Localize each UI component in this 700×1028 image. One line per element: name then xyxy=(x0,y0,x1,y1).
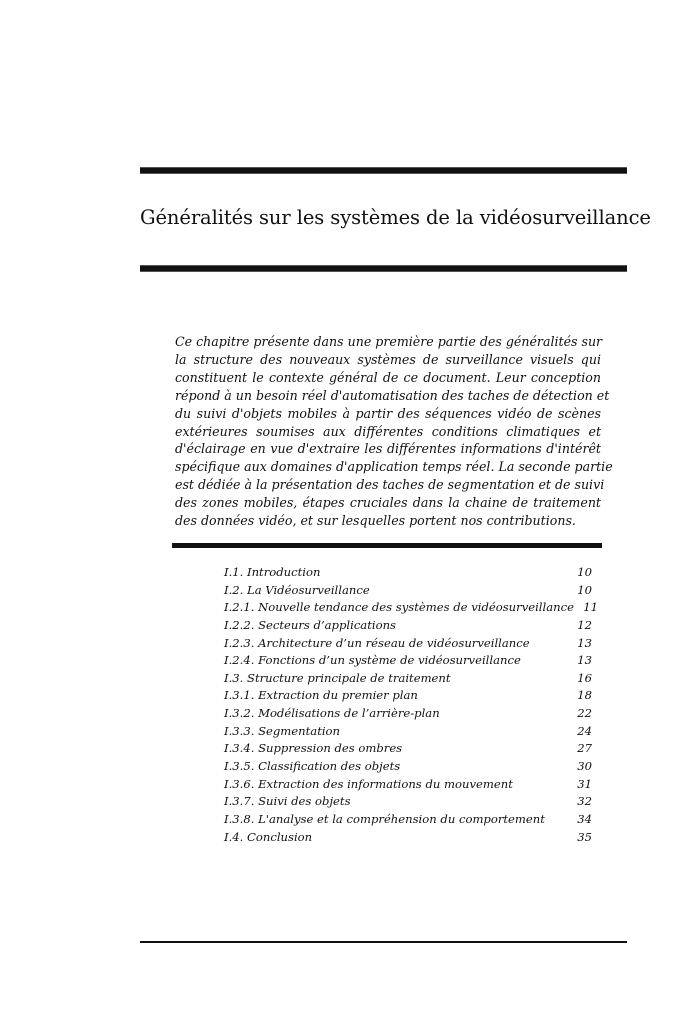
toc-entry-page: 22 xyxy=(577,706,592,721)
toc-entry-label: I.2.1. Nouvelle tendance des systèmes de vidéosurveillance xyxy=(224,600,574,615)
toc-entry-label: I.3.8. L'analyse et la compréhension du comportement xyxy=(224,811,545,826)
toc-entry-page: 10 xyxy=(577,582,592,597)
abstract-separator-rule xyxy=(172,543,602,548)
toc-entry-page: 30 xyxy=(577,759,592,774)
abstract-line: répond à un besoin réel d'automatisation des taches de détection et xyxy=(175,387,610,403)
toc-entry[interactable] xyxy=(224,705,592,723)
toc-entry-page: 12 xyxy=(577,617,592,632)
toc-entry-page: 31 xyxy=(577,776,592,791)
title-bottom-rule xyxy=(140,265,627,272)
toc-entry[interactable] xyxy=(224,811,592,829)
toc-entry[interactable] xyxy=(224,740,592,758)
toc-entry[interactable] xyxy=(224,793,592,811)
abstract-line: spécifique aux domaines d'application temps réel. La seconde partie xyxy=(175,459,613,475)
toc-entry[interactable] xyxy=(224,652,592,670)
toc-entry[interactable] xyxy=(224,758,592,776)
abstract-line: des zones mobiles, étapes cruciales dans la chaine de traitement xyxy=(175,495,601,511)
toc-entry-label: I.3.4. Suppression des ombres xyxy=(224,741,403,756)
toc-entry-label: I.3.3. Segmentation xyxy=(224,723,341,738)
title-top-rule xyxy=(140,167,627,174)
toc-entry-label: I.3.5. Classification des objets xyxy=(224,759,401,774)
toc-entry-page: 10 xyxy=(577,565,592,579)
toc-entry-label: I.1. Introduction xyxy=(224,565,321,579)
toc-entry-page: 11 xyxy=(583,600,598,615)
chapter-title: Généralités sur les systèmes de la vidéosurveillance xyxy=(140,206,651,229)
toc-entry-page: 32 xyxy=(577,794,592,809)
abstract-line: des données vidéo, et sur lesquelles portent nos contributions. xyxy=(175,513,576,529)
abstract-line: la structure des nouveaux systèmes de surveillance visuels qui xyxy=(175,351,601,367)
toc-entry[interactable] xyxy=(224,564,592,582)
abstract-line: extérieures soumises aux différentes conditions climatiques et xyxy=(175,423,601,439)
toc-entry[interactable] xyxy=(224,670,592,688)
chapter-abstract xyxy=(175,333,613,530)
abstract-line: constituent le contexte général de ce document. Leur conception xyxy=(175,369,601,385)
toc-entry[interactable] xyxy=(224,582,592,600)
toc-entry[interactable] xyxy=(224,687,592,705)
abstract-line: du suivi d'objets mobiles à partir des séquences vidéo de scènes xyxy=(175,405,601,421)
toc-entry-page: 27 xyxy=(577,741,592,756)
toc-entry[interactable] xyxy=(224,776,592,794)
abstract-line: d'éclairage en vue d'extraire les différentes informations d'intérêt xyxy=(175,441,601,457)
toc-entry-page: 35 xyxy=(577,829,592,844)
toc-entry-label: I.2.3. Architecture d’un réseau de vidéosurveillance xyxy=(224,635,530,650)
toc-entry-label: I.2.2. Secteurs d’applications xyxy=(224,617,396,632)
toc-entry[interactable] xyxy=(224,635,592,653)
toc-entry[interactable] xyxy=(224,599,598,617)
toc-entry-label: I.3. Structure principale de traitement xyxy=(224,670,451,685)
toc-entry-label: I.4. Conclusion xyxy=(224,829,313,844)
toc-entry-page: 16 xyxy=(577,670,592,685)
toc-entry[interactable] xyxy=(224,617,592,635)
toc-entry-page: 18 xyxy=(577,688,592,703)
toc-entry-page: 24 xyxy=(577,723,592,738)
toc-entry-label: I.3.1. Extraction du premier plan xyxy=(224,688,418,703)
toc-entry-page: 13 xyxy=(577,653,592,668)
toc-entry-label: I.2. La Vidéosurveillance xyxy=(224,582,370,597)
toc-entry-label: I.2.4. Fonctions d’un système de vidéosurveillance xyxy=(224,653,521,668)
toc-entry-page: 13 xyxy=(577,635,592,650)
toc-entry-label: I.3.7. Suivi des objets xyxy=(224,794,351,809)
toc-entry[interactable] xyxy=(224,829,592,847)
toc-entry-label: I.3.2. Modélisations de l’arrière-plan xyxy=(224,706,440,721)
abstract-line: Ce chapitre présente dans une première partie des généralités sur xyxy=(175,334,603,349)
toc-entry[interactable] xyxy=(224,723,592,741)
page-footer-rule xyxy=(140,941,627,943)
table-of-contents xyxy=(224,564,598,846)
abstract-line: est dédiée à la présentation des taches de segmentation et de suivi xyxy=(175,477,605,493)
toc-entry-page: 34 xyxy=(577,811,592,826)
toc-entry-label: I.3.6. Extraction des informations du mouvement xyxy=(224,776,513,791)
